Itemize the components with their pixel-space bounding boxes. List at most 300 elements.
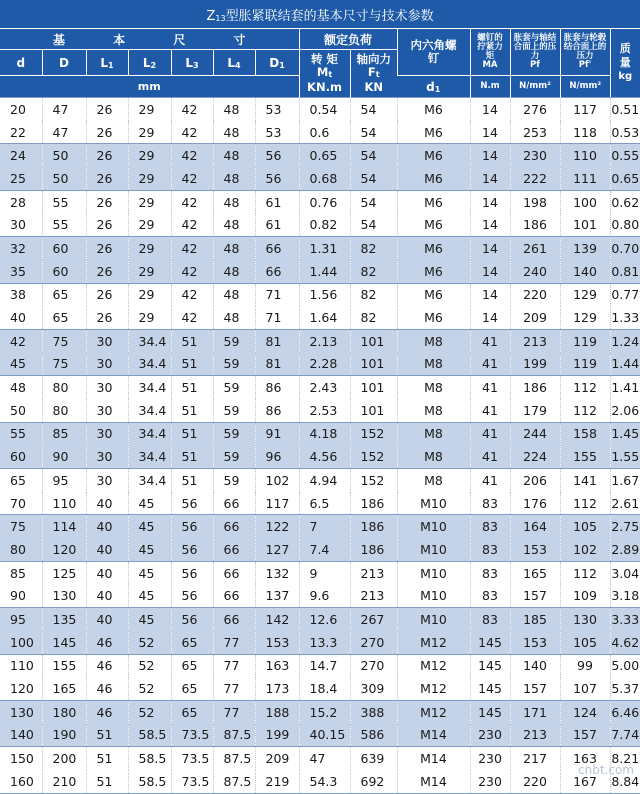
table-cell: 34.4 xyxy=(128,399,171,422)
table-cell: 51 xyxy=(171,353,213,376)
table-cell: 2.28 xyxy=(299,353,350,376)
table-cell: 213 xyxy=(350,561,397,584)
table-cell: 213 xyxy=(510,329,560,352)
table-cell: 80 xyxy=(0,538,42,561)
table-cell: 145 xyxy=(42,631,86,654)
table-cell: 83 xyxy=(470,608,510,631)
table-cell: 0.62 xyxy=(610,190,640,213)
table-row xyxy=(0,677,640,700)
table-cell: 51 xyxy=(86,724,128,747)
table-cell: 135 xyxy=(42,608,86,631)
table-cell: M6 xyxy=(397,144,470,167)
table-cell: M6 xyxy=(397,121,470,144)
table-cell: 48 xyxy=(213,237,255,260)
table-cell: 171 xyxy=(510,700,560,723)
table-cell: 29 xyxy=(128,237,171,260)
table-cell: 45 xyxy=(128,538,171,561)
header-col-d: d xyxy=(0,50,42,76)
table-cell: 1.44 xyxy=(610,353,640,376)
table-cell: 59 xyxy=(213,329,255,352)
table-cell: 66 xyxy=(255,237,299,260)
table-cell: 210 xyxy=(42,770,86,793)
table-cell: 141 xyxy=(560,469,610,492)
table-cell: 200 xyxy=(42,747,86,770)
table-cell: 90 xyxy=(0,584,42,607)
table-cell: 83 xyxy=(470,492,510,515)
table-cell: 199 xyxy=(255,724,299,747)
table-row xyxy=(0,770,640,793)
table-cell: M6 xyxy=(397,98,470,121)
table-cell: 30 xyxy=(86,399,128,422)
header-rated-load: 额定负荷 xyxy=(299,29,397,50)
table-cell: 29 xyxy=(128,260,171,283)
table-cell: 0.51 xyxy=(610,98,640,121)
header-axial-force: 轴向力 Ft KN xyxy=(350,50,397,98)
table-cell: 59 xyxy=(213,353,255,376)
table-cell: M8 xyxy=(397,422,470,445)
table-cell: 73.5 xyxy=(171,747,213,770)
table-cell: 152 xyxy=(350,469,397,492)
table-cell: 4.62 xyxy=(610,631,640,654)
table-cell: 45 xyxy=(128,561,171,584)
table-cell: 2.53 xyxy=(299,399,350,422)
table-cell: 83 xyxy=(470,538,510,561)
header-unit-mm: mm xyxy=(0,76,299,98)
table-cell: 0.65 xyxy=(299,144,350,167)
table-cell: 0.6 xyxy=(299,121,350,144)
table-cell: 26 xyxy=(86,98,128,121)
table-cell: 42 xyxy=(171,190,213,213)
table-cell: 101 xyxy=(350,376,397,399)
table-cell: 219 xyxy=(255,770,299,793)
table-cell: 230 xyxy=(470,747,510,770)
table-cell: 1.56 xyxy=(299,283,350,306)
table-cell: 81 xyxy=(255,353,299,376)
header-torque: 转 矩 Mt KN.m xyxy=(299,50,350,98)
table-cell: 66 xyxy=(213,538,255,561)
table-cell: 213 xyxy=(510,724,560,747)
table-cell: 95 xyxy=(42,469,86,492)
table-cell: 186 xyxy=(350,538,397,561)
table-cell: M14 xyxy=(397,747,470,770)
table-cell: 230 xyxy=(470,770,510,793)
table-cell: 46 xyxy=(86,654,128,677)
table-cell: 30 xyxy=(0,213,42,236)
table-cell: M6 xyxy=(397,213,470,236)
table-row xyxy=(0,445,640,468)
table-cell: 46 xyxy=(86,677,128,700)
table-cell: 165 xyxy=(42,677,86,700)
table-row xyxy=(0,283,640,306)
table-cell: 66 xyxy=(255,260,299,283)
table-cell: M8 xyxy=(397,376,470,399)
table-cell: 96 xyxy=(255,445,299,468)
table-cell: 51 xyxy=(171,445,213,468)
table-cell: 110 xyxy=(0,654,42,677)
table-cell: 1.31 xyxy=(299,237,350,260)
table-cell: 51 xyxy=(171,469,213,492)
table-cell: 29 xyxy=(128,213,171,236)
table-cell: M14 xyxy=(397,724,470,747)
table-cell: 179 xyxy=(510,399,560,422)
table-cell: 45 xyxy=(128,515,171,538)
table-cell: M6 xyxy=(397,260,470,283)
table-cell: 48 xyxy=(213,283,255,306)
table-cell: 119 xyxy=(560,353,610,376)
table-cell: 101 xyxy=(350,329,397,352)
table-cell: M6 xyxy=(397,283,470,306)
table-cell: 51 xyxy=(171,422,213,445)
table-cell: 2.75 xyxy=(610,515,640,538)
table-cell: 77 xyxy=(213,677,255,700)
table-cell: 29 xyxy=(128,98,171,121)
table-cell: 2.13 xyxy=(299,329,350,352)
table-cell: 101 xyxy=(350,353,397,376)
table-cell: 45 xyxy=(128,608,171,631)
table-cell: 190 xyxy=(42,724,86,747)
table-cell: 41 xyxy=(470,376,510,399)
table-row xyxy=(0,121,640,144)
table-cell: 127 xyxy=(255,538,299,561)
table-cell: 222 xyxy=(510,167,560,190)
table-cell: 56 xyxy=(171,608,213,631)
table-cell: 86 xyxy=(255,399,299,422)
table-cell: 152 xyxy=(350,422,397,445)
table-cell: 186 xyxy=(350,515,397,538)
table-cell: 29 xyxy=(128,283,171,306)
table-cell: 155 xyxy=(42,654,86,677)
table-cell: 48 xyxy=(0,376,42,399)
table-cell: 28 xyxy=(0,190,42,213)
table-cell: 51 xyxy=(86,747,128,770)
table-cell: 163 xyxy=(560,747,610,770)
table-cell: 48 xyxy=(213,260,255,283)
table-cell: 163 xyxy=(255,654,299,677)
table-row xyxy=(0,654,640,677)
table-cell: 38 xyxy=(0,283,42,306)
table-cell: 101 xyxy=(560,213,610,236)
table-cell: 29 xyxy=(128,167,171,190)
table-cell: 35 xyxy=(0,260,42,283)
table-cell: 59 xyxy=(213,399,255,422)
table-cell: 0.70 xyxy=(610,237,640,260)
table-cell: 26 xyxy=(86,260,128,283)
table-cell: 51 xyxy=(171,329,213,352)
table-cell: 42 xyxy=(171,260,213,283)
table-cell: 45 xyxy=(0,353,42,376)
table-row xyxy=(0,584,640,607)
table-cell: 12.6 xyxy=(299,608,350,631)
table-cell: 185 xyxy=(510,608,560,631)
table-cell: 117 xyxy=(560,98,610,121)
table-cell: 220 xyxy=(510,770,560,793)
table-cell: 54 xyxy=(350,98,397,121)
table-cell: 160 xyxy=(0,770,42,793)
table-cell: 176 xyxy=(510,492,560,515)
table-cell: 41 xyxy=(470,422,510,445)
table-cell: 47 xyxy=(42,98,86,121)
table-cell: 100 xyxy=(0,631,42,654)
table-cell: 41 xyxy=(470,445,510,468)
table-cell: 40.15 xyxy=(299,724,350,747)
table-cell: 42 xyxy=(171,121,213,144)
table-row xyxy=(0,469,640,492)
table-row xyxy=(0,700,640,723)
table-cell: M10 xyxy=(397,584,470,607)
table-cell: 66 xyxy=(213,584,255,607)
table-cell: 66 xyxy=(213,561,255,584)
header-col-D: D xyxy=(42,50,86,76)
table-cell: 80 xyxy=(42,399,86,422)
table-cell: 1.41 xyxy=(610,376,640,399)
table-cell: 56 xyxy=(255,167,299,190)
table-cell: 220 xyxy=(510,283,560,306)
table-cell: 50 xyxy=(0,399,42,422)
table-cell: 54 xyxy=(350,144,397,167)
table-cell: 1.44 xyxy=(299,260,350,283)
table-cell: 125 xyxy=(42,561,86,584)
table-cell: 51 xyxy=(171,376,213,399)
table-row xyxy=(0,167,640,190)
table-row xyxy=(0,329,640,352)
table-cell: 55 xyxy=(42,190,86,213)
table-cell: 30 xyxy=(86,376,128,399)
table-cell: 48 xyxy=(213,306,255,329)
table-cell: 60 xyxy=(42,237,86,260)
header-sleeve-shaft-pressure: 胀套与轴结合面上的压力 Pf xyxy=(510,29,560,76)
table-cell: 90 xyxy=(42,445,86,468)
table-cell: M10 xyxy=(397,515,470,538)
table-cell: 165 xyxy=(510,561,560,584)
table-cell: 153 xyxy=(255,631,299,654)
table-cell: 42 xyxy=(171,237,213,260)
table-cell: 118 xyxy=(560,121,610,144)
table-cell: 270 xyxy=(350,654,397,677)
table-cell: 105 xyxy=(560,631,610,654)
table-cell: 34.4 xyxy=(128,469,171,492)
table-cell: 692 xyxy=(350,770,397,793)
table-cell: 70 xyxy=(0,492,42,515)
table-cell: 26 xyxy=(86,283,128,306)
table-cell: 26 xyxy=(86,237,128,260)
table-cell: 152 xyxy=(350,445,397,468)
table-cell: 40 xyxy=(0,306,42,329)
table-cell: 99 xyxy=(560,654,610,677)
table-cell: 48 xyxy=(213,190,255,213)
table-cell: 83 xyxy=(470,561,510,584)
table-cell: 25 xyxy=(0,167,42,190)
table-cell: 112 xyxy=(560,561,610,584)
table-cell: 186 xyxy=(510,213,560,236)
header-hex-screw: 内六角螺 钉 xyxy=(397,29,470,76)
table-cell: 30 xyxy=(86,329,128,352)
header-col-D1: D1 xyxy=(255,50,299,76)
table-cell: 40 xyxy=(86,561,128,584)
table-cell: 2.61 xyxy=(610,492,640,515)
header-screw-torque: 螺钉的拧紧力矩 MA xyxy=(470,29,510,76)
table-cell: 230 xyxy=(510,144,560,167)
table-row xyxy=(0,237,640,260)
table-row xyxy=(0,515,640,538)
table-cell: 15.2 xyxy=(299,700,350,723)
table-cell: 120 xyxy=(0,677,42,700)
table-cell: 18.4 xyxy=(299,677,350,700)
watermark: cnbt.com xyxy=(578,763,634,777)
table-cell: 58.5 xyxy=(128,747,171,770)
table-cell: 56 xyxy=(171,515,213,538)
table-cell: 13.3 xyxy=(299,631,350,654)
table-cell: 209 xyxy=(255,747,299,770)
table-row xyxy=(0,399,640,422)
table-row xyxy=(0,260,640,283)
table-cell: 29 xyxy=(128,306,171,329)
table-cell: 276 xyxy=(510,98,560,121)
table-cell: 42 xyxy=(171,213,213,236)
table-cell: 112 xyxy=(560,399,610,422)
table-cell: 42 xyxy=(171,98,213,121)
table-cell: 59 xyxy=(213,469,255,492)
table-cell: 1.33 xyxy=(610,306,640,329)
table-cell: 53 xyxy=(255,98,299,121)
table-cell: 24 xyxy=(0,144,42,167)
table-cell: 0.82 xyxy=(299,213,350,236)
table-cell: M12 xyxy=(397,631,470,654)
table-cell: 30 xyxy=(86,445,128,468)
table-cell: 145 xyxy=(470,654,510,677)
table-cell: 41 xyxy=(470,329,510,352)
table-cell: 2.89 xyxy=(610,538,640,561)
table-cell: 110 xyxy=(560,144,610,167)
table-cell: 140 xyxy=(560,260,610,283)
table-cell: 86 xyxy=(255,376,299,399)
table-cell: 139 xyxy=(560,237,610,260)
header-mass: 质量 kg xyxy=(610,29,640,98)
table-cell: 7.4 xyxy=(299,538,350,561)
table-cell: 82 xyxy=(350,260,397,283)
table-cell: 240 xyxy=(510,260,560,283)
table-cell: 34.4 xyxy=(128,329,171,352)
table-cell: 157 xyxy=(510,584,560,607)
table-cell: 145 xyxy=(470,677,510,700)
table-cell: 137 xyxy=(255,584,299,607)
table-cell: 26 xyxy=(86,213,128,236)
table-cell: 0.54 xyxy=(299,98,350,121)
table-cell: 66 xyxy=(213,515,255,538)
table-cell: 157 xyxy=(510,677,560,700)
table-cell: 48 xyxy=(213,121,255,144)
table-cell: 52 xyxy=(128,654,171,677)
table-row xyxy=(0,608,640,631)
table-cell: 20 xyxy=(0,98,42,121)
table-cell: 40 xyxy=(86,538,128,561)
table-cell: 119 xyxy=(560,329,610,352)
table-cell: 46 xyxy=(86,631,128,654)
table-row xyxy=(0,190,640,213)
table-cell: 3.04 xyxy=(610,561,640,584)
table-cell: 1.67 xyxy=(610,469,640,492)
table-cell: 65 xyxy=(171,631,213,654)
table-cell: 109 xyxy=(560,584,610,607)
table-cell: 29 xyxy=(128,121,171,144)
table-cell: 48 xyxy=(213,98,255,121)
table-row xyxy=(0,213,640,236)
table-cell: 14 xyxy=(470,144,510,167)
table-cell: 42 xyxy=(171,167,213,190)
table-cell: 129 xyxy=(560,306,610,329)
table-cell: 14 xyxy=(470,283,510,306)
table-cell: 87.5 xyxy=(213,770,255,793)
table-cell: 52 xyxy=(128,677,171,700)
table-cell: M10 xyxy=(397,608,470,631)
table-cell: 164 xyxy=(510,515,560,538)
table-cell: M6 xyxy=(397,167,470,190)
table-cell: 180 xyxy=(42,700,86,723)
table-cell: 82 xyxy=(350,283,397,306)
table-cell: 122 xyxy=(255,515,299,538)
table-cell: 9.6 xyxy=(299,584,350,607)
table-cell: 2.43 xyxy=(299,376,350,399)
table-cell: 107 xyxy=(560,677,610,700)
table-cell: 71 xyxy=(255,283,299,306)
table-cell: M10 xyxy=(397,492,470,515)
table-cell: 14 xyxy=(470,190,510,213)
table-cell: 91 xyxy=(255,422,299,445)
table-cell: M6 xyxy=(397,190,470,213)
table-cell: 213 xyxy=(350,584,397,607)
table-cell: 198 xyxy=(510,190,560,213)
table-row xyxy=(0,561,640,584)
table-cell: 26 xyxy=(86,144,128,167)
table-cell: 56 xyxy=(171,584,213,607)
table-cell: 111 xyxy=(560,167,610,190)
table-cell: 267 xyxy=(350,608,397,631)
table-cell: 132 xyxy=(255,561,299,584)
table-cell: 41 xyxy=(470,353,510,376)
header-col-L4: L4 xyxy=(213,50,255,76)
table-cell: 59 xyxy=(213,376,255,399)
table-cell: 56 xyxy=(171,561,213,584)
table-cell: 77 xyxy=(213,654,255,677)
table-cell: 66 xyxy=(213,492,255,515)
table-cell: 50 xyxy=(42,144,86,167)
table-cell: 73.5 xyxy=(171,770,213,793)
table-cell: 41 xyxy=(470,399,510,422)
table-cell: 7.74 xyxy=(610,724,640,747)
table-cell: 14 xyxy=(470,260,510,283)
header-col-L2: L2 xyxy=(128,50,171,76)
table-cell: 58.5 xyxy=(128,724,171,747)
table-cell: 0.77 xyxy=(610,283,640,306)
header-basic-size: 基 本 尺 寸 xyxy=(0,29,299,50)
table-cell: 124 xyxy=(560,700,610,723)
table-row xyxy=(0,353,640,376)
table-cell: 30 xyxy=(86,353,128,376)
table-cell: 80 xyxy=(42,376,86,399)
table-cell: 4.94 xyxy=(299,469,350,492)
table-cell: 209 xyxy=(510,306,560,329)
table-cell: 56 xyxy=(171,538,213,561)
table-cell: 309 xyxy=(350,677,397,700)
table-cell: 58.5 xyxy=(128,770,171,793)
table-cell: 0.68 xyxy=(299,167,350,190)
table-cell: 42 xyxy=(0,329,42,352)
table-cell: 26 xyxy=(86,306,128,329)
table-cell: 1.64 xyxy=(299,306,350,329)
table-cell: 54 xyxy=(350,121,397,144)
table-cell: M10 xyxy=(397,561,470,584)
table-cell: 95 xyxy=(0,608,42,631)
table-cell: 3.33 xyxy=(610,608,640,631)
